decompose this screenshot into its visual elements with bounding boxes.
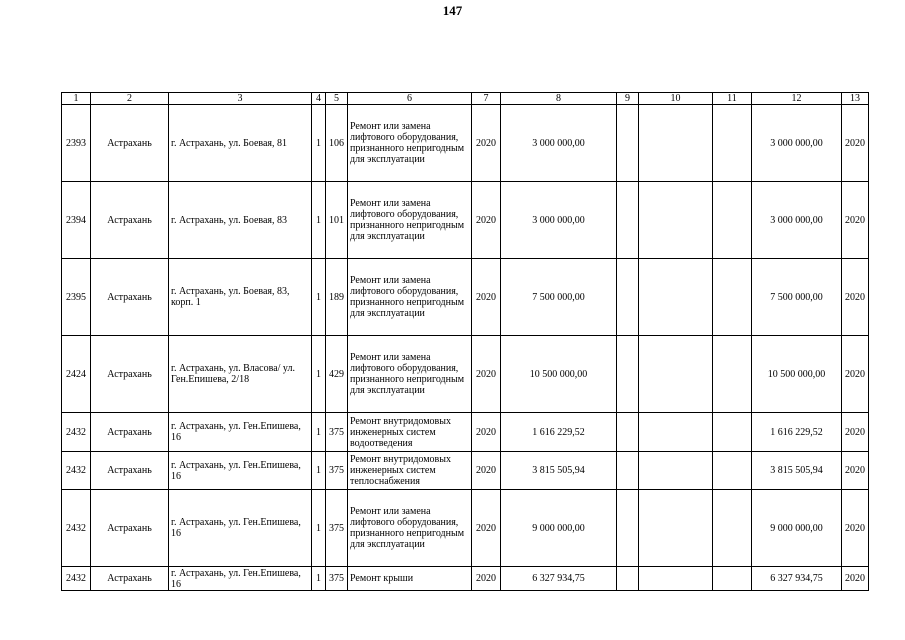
column-number-row xyxy=(62,93,869,105)
col10-cell xyxy=(639,567,713,591)
column-header: 11 xyxy=(713,93,752,105)
page-number: 147 xyxy=(442,3,463,18)
address-cell: г. Астрахань, ул. Боевая, 83, корп. 1 xyxy=(169,259,312,336)
repair-program-table xyxy=(61,92,869,591)
column-header: 12 xyxy=(752,93,842,105)
col10-cell xyxy=(639,490,713,567)
work-type-cell: Ремонт или замена лифтового оборудования, признанного непригодным для эксплуатации xyxy=(348,490,472,567)
col11-cell xyxy=(713,413,752,452)
col12-cost-cell: 6 327 934,75 xyxy=(752,567,842,591)
work-type-cell: Ремонт или замена лифтового оборудования, признанного непригодным для эксплуатации xyxy=(348,336,472,413)
column-header: 3 xyxy=(169,93,312,105)
table-row xyxy=(62,182,869,259)
col11-cell xyxy=(713,490,752,567)
table-row xyxy=(62,336,869,413)
work-type-cell: Ремонт или замена лифтового оборудования, признанного непригодным для эксплуатации xyxy=(348,182,472,259)
col4-cell: 1 xyxy=(312,567,326,591)
col5-cell: 106 xyxy=(326,105,348,182)
city-cell: Астрахань xyxy=(91,336,169,413)
col13-year-cell: 2020 xyxy=(842,452,869,490)
col5-cell: 375 xyxy=(326,490,348,567)
col13-year-cell: 2020 xyxy=(842,259,869,336)
work-type-cell: Ремонт внутридомовых инженерных систем теплоснабжения xyxy=(348,452,472,490)
table-row xyxy=(62,105,869,182)
column-header: 5 xyxy=(326,93,348,105)
total-cost-cell: 3 815 505,94 xyxy=(501,452,617,490)
col4-cell: 1 xyxy=(312,105,326,182)
col13-year-cell: 2020 xyxy=(842,336,869,413)
col13-year-cell: 2020 xyxy=(842,490,869,567)
col12-cost-cell: 7 500 000,00 xyxy=(752,259,842,336)
table-row xyxy=(62,452,869,490)
col12-cost-cell: 3 000 000,00 xyxy=(752,182,842,259)
col9-cell xyxy=(617,259,639,336)
row-id-cell: 2394 xyxy=(62,182,91,259)
work-type-cell: Ремонт крыши xyxy=(348,567,472,591)
address-cell: г. Астрахань, ул. Боевая, 81 xyxy=(169,105,312,182)
work-type-cell: Ремонт или замена лифтового оборудования, признанного непригодным для эксплуатации xyxy=(348,105,472,182)
column-header: 10 xyxy=(639,93,713,105)
city-cell: Астрахань xyxy=(91,452,169,490)
total-cost-cell: 3 000 000,00 xyxy=(501,182,617,259)
col13-year-cell: 2020 xyxy=(842,105,869,182)
col12-cost-cell: 10 500 000,00 xyxy=(752,336,842,413)
year-cell: 2020 xyxy=(472,336,501,413)
row-id-cell: 2432 xyxy=(62,567,91,591)
row-id-cell: 2432 xyxy=(62,490,91,567)
col9-cell xyxy=(617,336,639,413)
column-header: 6 xyxy=(348,93,472,105)
address-cell: г. Астрахань, ул. Боевая, 83 xyxy=(169,182,312,259)
col10-cell xyxy=(639,182,713,259)
col9-cell xyxy=(617,567,639,591)
year-cell: 2020 xyxy=(472,490,501,567)
column-header: 8 xyxy=(501,93,617,105)
col11-cell xyxy=(713,452,752,490)
city-cell: Астрахань xyxy=(91,182,169,259)
address-cell: г. Астрахань, ул. Ген.Епишева, 16 xyxy=(169,490,312,567)
column-header: 7 xyxy=(472,93,501,105)
col5-cell: 375 xyxy=(326,567,348,591)
col12-cost-cell: 9 000 000,00 xyxy=(752,490,842,567)
col12-cost-cell: 3 000 000,00 xyxy=(752,105,842,182)
col13-year-cell: 2020 xyxy=(842,413,869,452)
city-cell: Астрахань xyxy=(91,105,169,182)
year-cell: 2020 xyxy=(472,452,501,490)
col9-cell xyxy=(617,105,639,182)
total-cost-cell: 3 000 000,00 xyxy=(501,105,617,182)
col10-cell xyxy=(639,413,713,452)
col11-cell xyxy=(713,567,752,591)
col12-cost-cell: 1 616 229,52 xyxy=(752,413,842,452)
address-cell: г. Астрахань, ул. Ген.Епишева, 16 xyxy=(169,452,312,490)
city-cell: Астрахань xyxy=(91,567,169,591)
year-cell: 2020 xyxy=(472,413,501,452)
col5-cell: 189 xyxy=(326,259,348,336)
col11-cell xyxy=(713,105,752,182)
col9-cell xyxy=(617,413,639,452)
table-row xyxy=(62,490,869,567)
row-id-cell: 2432 xyxy=(62,413,91,452)
city-cell: Астрахань xyxy=(91,490,169,567)
col4-cell: 1 xyxy=(312,259,326,336)
address-cell: г. Астрахань, ул. Власова/ ул. Ген.Епишева, 2/18 xyxy=(169,336,312,413)
col11-cell xyxy=(713,259,752,336)
col10-cell xyxy=(639,259,713,336)
col4-cell: 1 xyxy=(312,452,326,490)
row-id-cell: 2395 xyxy=(62,259,91,336)
col10-cell xyxy=(639,105,713,182)
col4-cell: 1 xyxy=(312,336,326,413)
column-header: 13 xyxy=(842,93,869,105)
total-cost-cell: 9 000 000,00 xyxy=(501,490,617,567)
col13-year-cell: 2020 xyxy=(842,567,869,591)
col5-cell: 429 xyxy=(326,336,348,413)
address-cell: г. Астрахань, ул. Ген.Епишева, 16 xyxy=(169,413,312,452)
column-header: 9 xyxy=(617,93,639,105)
year-cell: 2020 xyxy=(472,259,501,336)
city-cell: Астрахань xyxy=(91,413,169,452)
col12-cost-cell: 3 815 505,94 xyxy=(752,452,842,490)
col5-cell: 375 xyxy=(326,413,348,452)
city-cell: Астрахань xyxy=(91,259,169,336)
col11-cell xyxy=(713,336,752,413)
table-row xyxy=(62,413,869,452)
work-type-cell: Ремонт внутридомовых инженерных систем водоотведения xyxy=(348,413,472,452)
total-cost-cell: 7 500 000,00 xyxy=(501,259,617,336)
row-id-cell: 2432 xyxy=(62,452,91,490)
col4-cell: 1 xyxy=(312,413,326,452)
table-row xyxy=(62,567,869,591)
col4-cell: 1 xyxy=(312,490,326,567)
year-cell: 2020 xyxy=(472,567,501,591)
total-cost-cell: 10 500 000,00 xyxy=(501,336,617,413)
table-row xyxy=(62,259,869,336)
column-header: 1 xyxy=(62,93,91,105)
col13-year-cell: 2020 xyxy=(842,182,869,259)
total-cost-cell: 1 616 229,52 xyxy=(501,413,617,452)
col5-cell: 101 xyxy=(326,182,348,259)
year-cell: 2020 xyxy=(472,182,501,259)
col9-cell xyxy=(617,182,639,259)
work-type-cell: Ремонт или замена лифтового оборудования, признанного непригодным для эксплуатации xyxy=(348,259,472,336)
col9-cell xyxy=(617,490,639,567)
col11-cell xyxy=(713,182,752,259)
col4-cell: 1 xyxy=(312,182,326,259)
row-id-cell: 2424 xyxy=(62,336,91,413)
address-cell: г. Астрахань, ул. Ген.Епишева, 16 xyxy=(169,567,312,591)
row-id-cell: 2393 xyxy=(62,105,91,182)
column-header: 2 xyxy=(91,93,169,105)
col9-cell xyxy=(617,452,639,490)
col5-cell: 375 xyxy=(326,452,348,490)
col10-cell xyxy=(639,336,713,413)
total-cost-cell: 6 327 934,75 xyxy=(501,567,617,591)
col10-cell xyxy=(639,452,713,490)
column-header: 4 xyxy=(312,93,326,105)
year-cell: 2020 xyxy=(472,105,501,182)
